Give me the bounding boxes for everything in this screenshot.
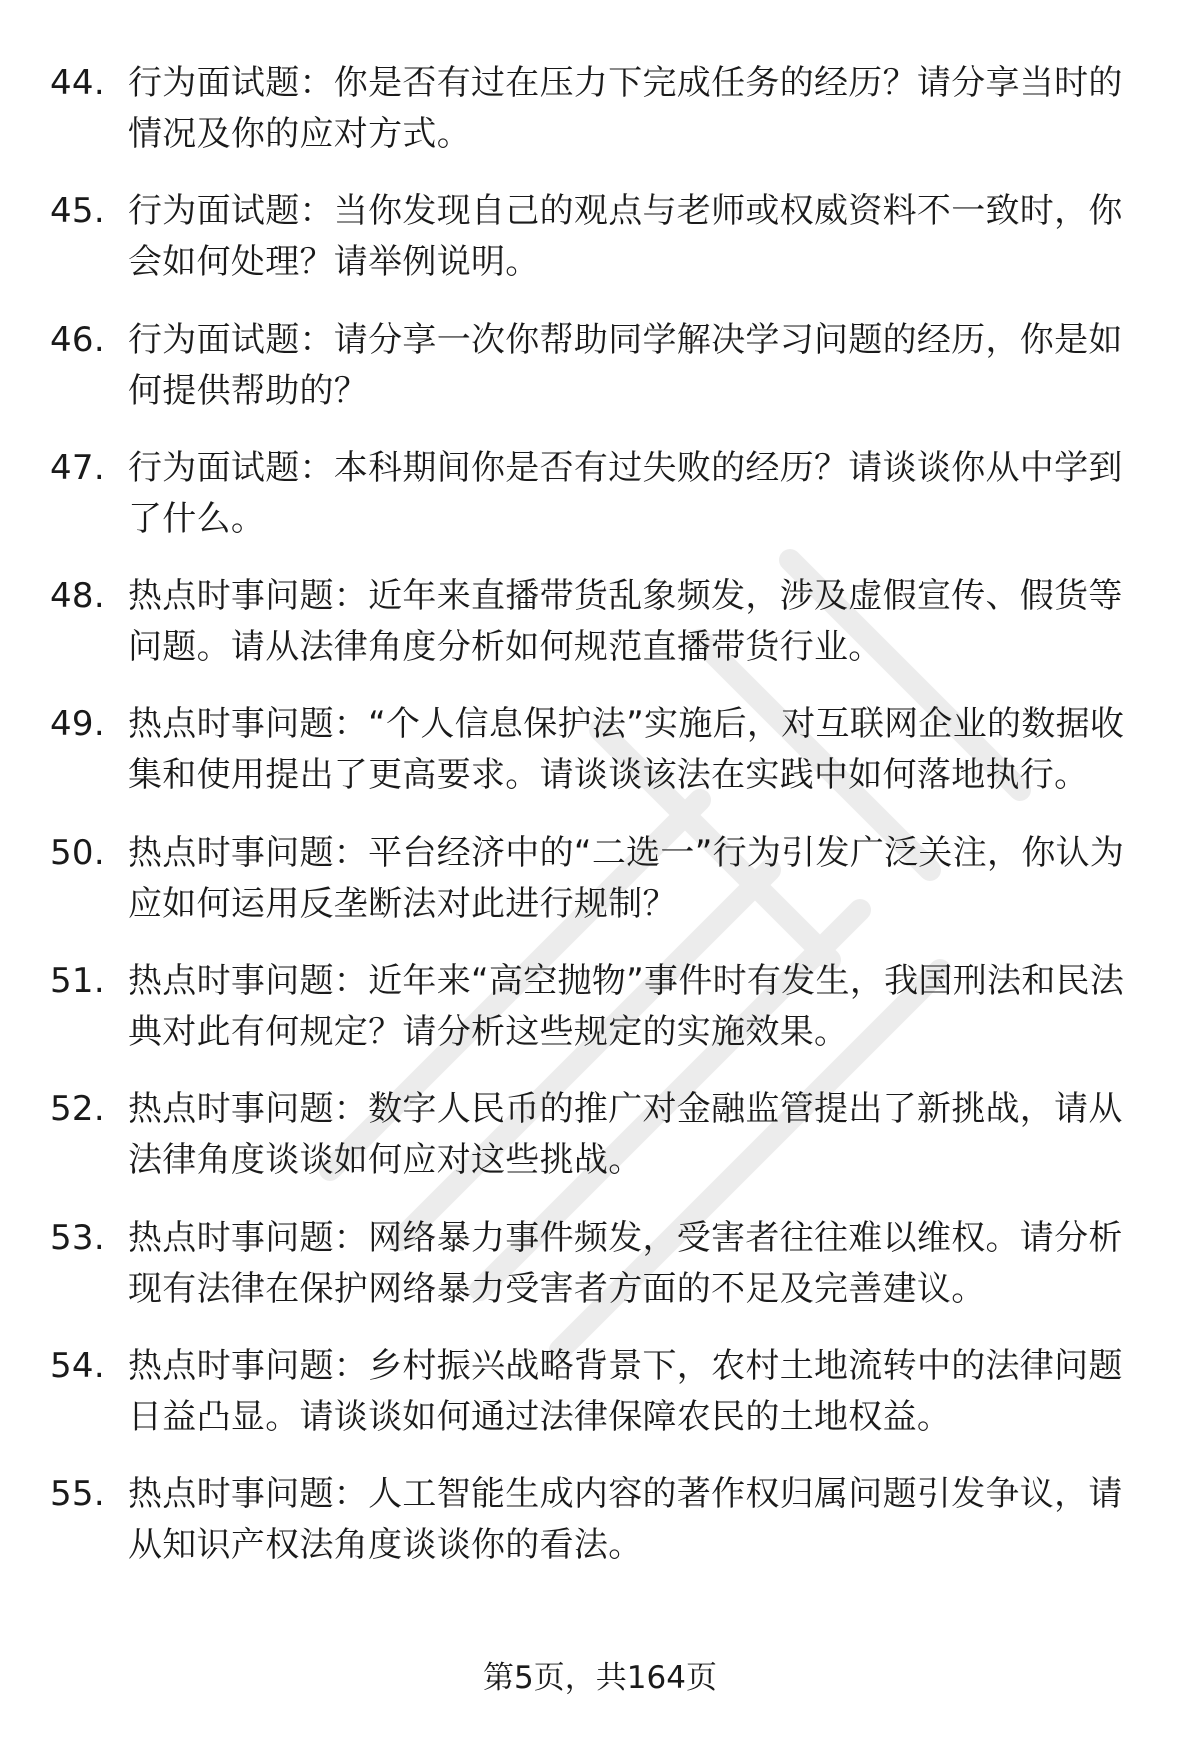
question-text: 热点时事问题：数字人民币的推广对金融监管提出了新挑战，请从法律角度谈谈如何应对这些挑战。 <box>128 1089 1123 1181</box>
question-item-51 <box>50 956 1140 1058</box>
question-number: 48. <box>50 576 105 617</box>
question-text: 热点时事问题：乡村振兴战略背景下，农村土地流转中的法律问题日益凸显。请谈谈如何通过法律保障农民的土地权益。 <box>128 1345 1123 1437</box>
question-text: 行为面试题：本科期间你是否有过失败的经历？请谈谈你从中学到了什么。 <box>128 447 1123 539</box>
question-item-53 <box>50 1213 1140 1315</box>
question-item-50 <box>50 828 1140 930</box>
question-number: 46. <box>50 319 105 360</box>
page-footer: 第5页，共164页 <box>483 1660 717 1696</box>
question-text: 行为面试题：你是否有过在压力下完成任务的经历？请分享当时的情况及你的应对方式。 <box>128 63 1123 154</box>
question-item-55 <box>50 1469 1140 1571</box>
question-item-45 <box>50 186 1140 288</box>
question-text: 行为面试题：当你发现自己的观点与老师或权威资料不一致时，你会如何处理？请举例说明。 <box>128 191 1123 283</box>
question-number: 52. <box>50 1089 105 1130</box>
question-number: 49. <box>50 704 105 745</box>
question-item-54 <box>50 1341 1140 1443</box>
question-number: 45. <box>50 191 105 232</box>
question-item-44 <box>50 58 1140 160</box>
question-text: 热点时事问题：网络暴力事件频发，受害者往往难以维权。请分析现有法律在保护网络暴力受害者方面的不足及完善建议。 <box>128 1217 1123 1309</box>
question-text: 行为面试题：请分享一次你帮助同学解决学习问题的经历，你是如何提供帮助的？ <box>128 319 1123 411</box>
question-text: 热点时事问题：近年来直播带货乱象频发，涉及虚假宣传、假货等问题。请从法律角度分析如何规范直播带货行业。 <box>128 576 1123 668</box>
question-number: 47. <box>50 447 105 488</box>
question-item-52 <box>50 1084 1140 1186</box>
question-item-48 <box>50 571 1140 673</box>
question-number: 50. <box>50 832 105 873</box>
question-text: 热点时事问题：近年来“高空抛物”事件时有发生，我国刑法和民法典对此有何规定？请分析这些规定的实施效果。 <box>128 961 1125 1053</box>
question-item-49 <box>50 699 1140 801</box>
question-number: 53. <box>50 1217 105 1258</box>
question-number: 44. <box>50 63 105 103</box>
question-number: 54. <box>50 1345 105 1386</box>
question-list <box>50 58 1140 1598</box>
question-text: 热点时事问题：“个人信息保护法”实施后，对互联网企业的数据收集和使用提出了更高要求。请谈谈该法在实践中如何落地执行。 <box>128 704 1125 796</box>
question-text: 热点时事问题：平台经济中的“二选一”行为引发广泛关注，你认为应如何运用反垄断法对此进行规制？ <box>128 832 1125 924</box>
question-item-47 <box>50 443 1140 545</box>
question-number: 55. <box>50 1474 105 1515</box>
question-text: 热点时事问题：人工智能生成内容的著作权归属问题引发争议，请从知识产权法角度谈谈你的看法。 <box>128 1474 1123 1566</box>
question-item-46 <box>50 315 1140 417</box>
question-number: 51. <box>50 961 105 1002</box>
